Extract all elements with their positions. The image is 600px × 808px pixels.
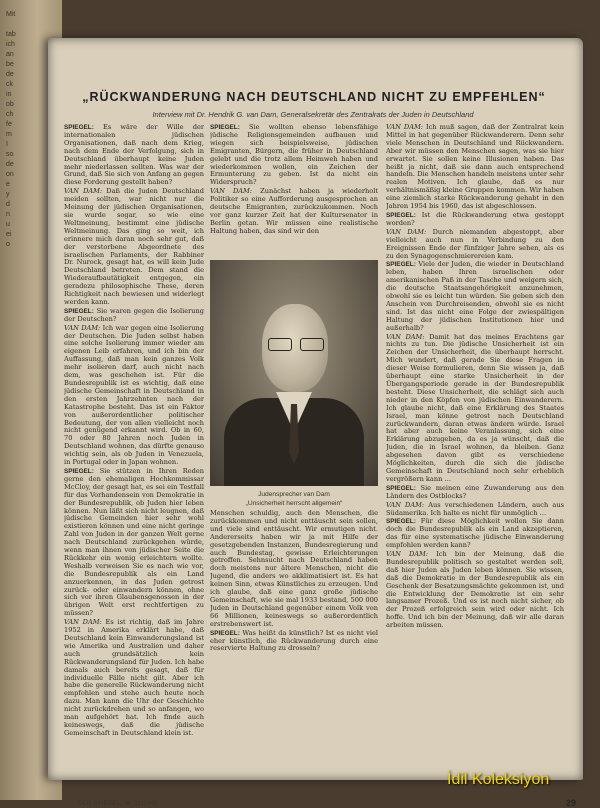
article-subline: Interview mit Dr. Hendrik G. van Dam, Generalsekretär des Zentralrats der Juden in Deutschland <box>152 110 474 119</box>
left-page-fragment: y <box>6 191 10 198</box>
speaker-label: SPIEGEL: <box>210 629 240 637</box>
paragraph-text: Für diese Möglichkeit wollen Sie dann doch die Bundesrepublik als ein Land akzeptieren, das für eine systematische jüdische Einwanderung empfohlen werden kann? <box>386 517 564 550</box>
paragraph-text: Ich bin der Meinung, daß die Bundesrepublik politisch so gestaltet werden soll, daß hier Juden als Juden leben können. Sie wissen, daß die Demokratie in der Bundesrepublik als ein Geschenk der Besatzungsmächte gekommen ist, und die Entwicklung der Demokratie ist ein sehr langsamer Prozeß. Und es ist noch nicht sicher, ob der Prozeß erfolgreich sein wird oder nicht. Ich hoffe. Und ich bin der Meinung, daß wir alle daran arbeiten müssen. <box>386 550 564 630</box>
paragraph-text: Damit hat das meines Erachtens gar nichts zu tun. Die jüdische Unsicherheit ist ein Zeichen der Unsicherheit, die überhaupt herrscht. Mich wundert, daß gerade Sie diese Fragen in dieser Weise formulieren, denn Sie wissen ja, daß überhaupt eine starke Unsicherheit in der Übergangsperiode gerade in der Bundesrepublik besteht. Diese Unsicherheit, die schlägt sich auch nieder in den Köpfen von jüdischen Einwanderern. Ich glaube nicht, daß eine Erklärung des Staates Israel, man könne getrost nach Deutschland zurückwandern, daran etwas ändern würde. Israel hat aber auch keine Veranlassung, sich eine Erklärung abzugeben, da es ja wünscht, daß die Juden, die in Israel wohnen, da bleiben. Ganz abgesehen davon gibt es verschiedene Möglichkeiten, durch die sich die jüdische Gemeinschaft in Deutschland noch sehr erheblich vergrößern kann … <box>386 332 564 483</box>
paragraph-text: Aus verschiedenen Ländern, auch aus Südamerika. Ich halte es nicht für unmöglich … <box>386 500 564 517</box>
paragraph-text: Sie wollten ebenso lebensfähige jüdische Religionsgemeinden aufbauen und wiegen sich beispielsweise, jüdischen Emigranten, Bürgern, die früher in Deutschland gelebt und die trotz allem Heimweh haben und wiederkommen wollen, ein Zeichen der Ermunterung zu geben. Ist da nicht ein Widerspruch? <box>210 124 378 187</box>
paragraph <box>386 502 564 518</box>
paragraph <box>386 229 564 261</box>
left-page-fragment: ei <box>6 231 12 238</box>
left-page-fragment <box>0 20 62 30</box>
left-page-fragment: so <box>6 151 14 158</box>
magazine-page <box>48 38 583 808</box>
paragraph <box>210 124 378 187</box>
speaker-label: VAN DAM: <box>386 332 425 341</box>
paragraph <box>64 188 204 307</box>
photo-caption <box>210 490 378 508</box>
paragraph <box>386 485 564 501</box>
paragraph-text: Durch niemanden abgestoppt, aber vielleicht auch nun in Verbindung zu den Ereignissen Ende der fünfziger Jahre sehen, als es zu den Synagogenschmierereien kam. <box>386 227 564 260</box>
speaker-label: SPIEGEL: <box>386 261 416 269</box>
speaker-label: SPIEGEL: <box>64 467 94 475</box>
text-column-2-top <box>210 124 378 258</box>
speaker-label: SPIEGEL: <box>64 124 94 131</box>
text-column-3 <box>386 124 564 792</box>
left-page-fragment: m <box>6 131 12 138</box>
speaker-label: SPIEGEL: <box>64 307 94 315</box>
left-page-fragment: ck <box>6 81 13 88</box>
speaker-label: VAN DAM: <box>386 124 423 131</box>
paragraph-text: Ich war gegen eine Isolierung der Deutschen. Die Juden selbst haben eine solche Isolierung immer wieder am eigenen Leib erfahren, und ich bin der Auffassung, daß man kein ganzes Volk mehr isolieren darf, auch nicht nach dem, was geschehen ist. Für die Bundesrepublik ist es wichtig, daß eine jüdische Gemeinschaft in Deutschland in den ersten Jahrzehnten nach der Katastrophe besteht. Das ist ein Faktor von außerordentlicher politischer Bedeutung, der von allen vielleicht noch nicht genügend erkannt wird. Ob in 60, 70 oder 80 Jahren noch Juden in Deutschland wohnen, das dürfte genauso wichtig sein, als ob Juden in Venezuela, in Portugal oder in Japan wohnen. <box>64 323 204 467</box>
photo-caption-quote: „Unsicherheit herrscht allgemein“ <box>245 500 343 507</box>
paragraph-text: Sie stützen in Ihren Reden gerne den ehemaligen Hochkommissar McCloy, der gesagt hat, es sei ein Testfall für das Vorhandensein von Demokratie in der Bundesrepublik, ob Juden hier leben können. Nun läßt sich nicht leugnen, daß jüdische Gemeinden hier sehr wohl existieren können und eine nicht geringe Zahl von Juden in der ganzen Welt gerne nach Deutschland zurückgehen würde, wenn man ihnen von jüdischer Seite die Rückkehr ein wenig erleichtern wollte. Weshalb verweisen Sie es nach wie vor, die Bundesrepublik als ein Land anzuerkennen, in das Juden getrost zurück- oder einwandern können, ohne sich vor ihren Glaubensgenossen in der übrigen Welt erst rechtfertigen zu müssen? <box>64 466 204 618</box>
paragraph <box>386 551 564 630</box>
paragraph-text: Ist die Rückwanderung etwa gestoppt worden? <box>386 210 564 227</box>
speaker-label: VAN DAM: <box>64 323 101 332</box>
paragraph-text: Was heißt da künstlich? Ist es nicht viel eher künstlich, die Rückwanderung durch eine reservierte Haltung zu drosseln? <box>210 628 378 653</box>
left-page-fragment: be <box>6 61 14 68</box>
speaker-label: VAN DAM: <box>64 618 102 627</box>
paragraph <box>386 334 564 484</box>
left-page-fragment: e <box>6 181 10 188</box>
paragraph-text: Zunächst haben ja wiederholt Politiker so eine Aufforderung ausgesprochen an deutsche Emigranten, zurückzukommen. Noch vor ganz kurzer Zeit hat der Kultursenator in Berlin getan. Wir müssen eine realistische Haltung haben, das sind wir den <box>210 187 378 235</box>
paragraph <box>210 510 378 629</box>
left-page-fragment: u <box>6 221 10 228</box>
paragraph <box>386 518 564 550</box>
paragraph <box>210 630 378 654</box>
watermark-text: İdil Koleksiyon <box>447 771 550 788</box>
speaker-label: VAN DAM: <box>210 187 253 196</box>
left-page-fragment: ch <box>6 111 14 118</box>
paragraph-text: Es ist richtig, daß im Jahre 1952 in Amerika erklärt habe, daß Deutschland kein Einwanderungsland ist wie Amerika und Australien und daher auch grundsätzlich kein Rückwanderungsland für Juden. Ich habe damals auch bereits gesagt, daß für individuelle Fälle nicht gilt. Aber ich habe die generelle Rückwanderung nicht empfohlen und stehe auch heute noch dazu. Man kann die Uhr der Geschichte nicht zurückdrehen und so anfangen, wo man aufgehört hat. Ich finde auch keineswegs, daß die jüdische Gemeinschaft in Deutschland klein ist. <box>64 618 204 737</box>
paragraph <box>386 212 564 228</box>
left-page-fragment: ob <box>6 101 14 108</box>
left-page-fragment: in <box>6 91 12 98</box>
paragraph-text: Es wäre der Wille der internationalen jüdischen Organisationen, daß nach dem Krieg, nach dem Ende der Verfolgung, sich in Deutschland überhaupt keine Juden mehr niederlassen sollten. Was war der Grund, daß Sie sich von Anfang an gegen diese Forderung gestellt haben? <box>64 124 204 187</box>
left-page-fragment: fe <box>6 121 12 128</box>
left-page-fragment: on <box>6 171 14 178</box>
left-page-fragment: de <box>6 71 14 78</box>
left-page-fragment: an <box>6 51 14 58</box>
text-column-2-bottom <box>210 510 378 790</box>
speaker-label: SPIEGEL: <box>386 211 416 219</box>
paragraph-text: Menschen schuldig, auch den Menschen, die zurückkommen und nicht enttäuscht sein sollen, und viele sind enttäuscht. Wir ermutigen nicht. Andererseits haben wir ja mit Hilfe der gesetzgebenden Instanzen, Bundesregierung und auch Bundestag, gewisse Erleichterungen getroffen. Sehnsucht nach Deutschland haben doch meistens nur ältere Menschen, nicht die Jugend, die anders wo akklimatisiert ist. Es hat keinen Sinn, etwas Künstliches zu erzeugen. Und ich glaube, daß eine ganz große jüdische Gemeinschaft, wie sie mal 1933 bestand, 500 000 Juden in Deutschland gegenüber einem Volk von 66 Millionen, keineswegs so außerordentlich erstrebenswert ist. <box>210 510 378 628</box>
speaker-label: VAN DAM: <box>386 550 429 559</box>
page-footer-source: DER SPIEGEL, Nr. 31/1965 <box>78 800 158 807</box>
portrait-photo <box>210 260 378 486</box>
left-page-fragment: tab <box>6 31 16 38</box>
paragraph-text: Sie waren gegen die Isolierung der Deutschen? <box>64 306 204 323</box>
text-column-1 <box>64 124 204 792</box>
paragraph-text: Viele der Juden, die wieder in Deutschland leben, haben Ihren israelischen oder amerikanischen Paß in der Tasche und weigern sich, die deutsche Staatsangehörigkeit anzunehmen, obwohl sie es leicht tun würden. Sie geben sich den Anschein von Durchreisenden, obwohl sie es nicht sind. Ist das nicht eine Folge der zwiespältigen Haltung der jüdischen Institutionen hier und außerhalb? <box>386 260 564 332</box>
speaker-label: SPIEGEL: <box>386 484 416 492</box>
speaker-label: VAN DAM: <box>64 187 103 196</box>
paragraph <box>386 261 564 332</box>
paragraph-text: Ich muß sagen, daß der Zentralrat kein Mittel in hat gegenüber Rückwanderern. Denn sehr viele Menschen in Deutschland und Rückwandern. Aber wir müssen den Menschen sagen, was sie hier erwartet. Sie sollen keine Illusionen haben. Das heißt ja nicht, daß sie dann auch entsprechend handeln. Die Menschen handeln meistens unter sehr realen Motiven. Ich glaube, daß es nur verhältnismäßig kleine Gruppen kommen. Wir haben eine ziemlich starke Rückwanderung gehabt in den Jahren 1954 bis 1960, das ist abgeschlossen. <box>386 124 564 211</box>
speaker-label: SPIEGEL: <box>386 518 416 526</box>
paragraph-text: Daß die Juden Deutschland meiden sollten, war nicht nur die Meinung der jüdischen Organisationen, sie wurde sogar, so wie eine Weltmeinung, bestimmt eine jüdische Weltmeinung. Das ging so weit, ich erinnere mich daran noch sehr gut, daß der verstorbene Abgeordnete des israelischen Parlaments, der Rabbiner Dr. Nurock, gesagt hat, es will kein Jude Deutschland betreten. Dem stand die Wiederaufbautätigkeit entgegen, ein geradezu philosophische These, deren Richtigkeit nach bewiesen und widerlegt werden kann. <box>64 187 204 306</box>
paragraph-text: Sie meinen eine Zuwanderung aus den Ländern des Ostblocks? <box>386 483 564 500</box>
speaker-label: SPIEGEL: <box>210 124 240 131</box>
speaker-label: VAN DAM: <box>386 227 427 236</box>
left-page-fragment: de <box>6 161 14 168</box>
speaker-label: VAN DAM: <box>386 500 425 509</box>
left-page-fragment: Mit <box>6 11 16 18</box>
left-page-fragment: ich <box>6 41 15 48</box>
portrait-glasses <box>268 338 324 350</box>
page-number: 29 <box>566 798 577 808</box>
article-headline: „RÜCKWANDERUNG NACH DEUTSCHLAND NICHT ZU EMPFEHLEN“ <box>82 90 546 104</box>
left-page-fragment: o <box>6 241 10 248</box>
left-page-fragment: d <box>6 201 10 208</box>
paragraph <box>64 325 204 467</box>
photo-caption-name: Judensprecher van Dam <box>258 491 330 498</box>
left-page-fragment: I <box>6 141 8 148</box>
paragraph <box>386 124 564 211</box>
paragraph <box>64 619 204 738</box>
paragraph <box>64 124 204 187</box>
paragraph <box>210 188 378 235</box>
left-page-fragment: n <box>6 211 10 218</box>
paragraph <box>64 468 204 618</box>
left-page-fragment <box>0 0 62 10</box>
paragraph <box>64 308 204 324</box>
